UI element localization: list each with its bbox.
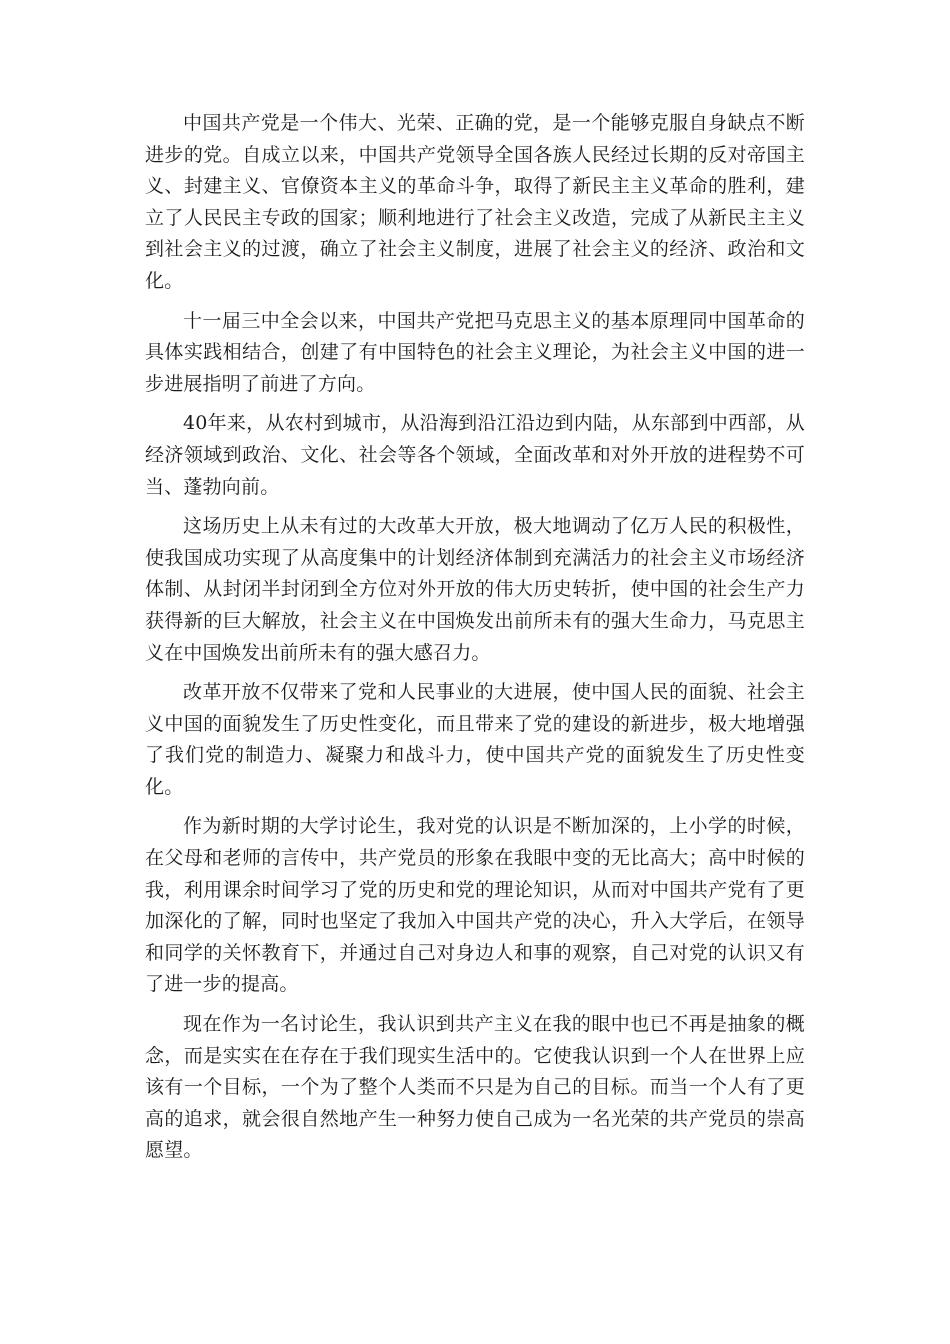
paragraph-5: 改革开放不仅带来了党和人民事业的大进展，使中国人民的面貌、社会主义中国的面貌发生了历史性变化，而且带来了党的建设的新进步，极大地增强了我们党的制造力、凝聚力和战斗力，使中国共产党的面貌发生了历史性变化。: [145, 681, 805, 798]
paragraph-7: 现在作为一名讨论生，我认识到共产主义在我的眼中也已不再是抽象的概念，而是实实在在存在于我们现实生活中的。它使我认识到一个人在世界上应该有一个目标，一个为了整个人类而不只是为自己的目标。而当一个人有了更高的追求，就会很自然地产生一种努力使自己成为一名光荣的共产党员的崇高愿望。: [145, 1013, 805, 1162]
paragraph-1: 中国共产党是一个伟大、光荣、正确的党，是一个能够克服自身缺点不断进步的党。自成立以来，中国共产党领导全国各族人民经过长期的反对帝国主义、封建主义、官僚资本主义的革命斗争，取得了新民主主义革命的胜利，建立了人民民主专政的国家；顺利地进行了社会主义改造，完成了从新民主主义到社会主义的过渡，确立了社会主义制度，进展了社会主义的经济、政治和文化。: [145, 112, 805, 292]
paragraph-3: 40年来，从农村到城市，从沿海到沿江沿边到内陆，从东部到中西部，从经济领域到政治、文化、社会等各个领域，全面改革和对外开放的进程势不可当、蓬勃向前。: [145, 412, 805, 498]
document-body: [145, 108, 805, 1175]
paragraph-4: 这场历史上从未有过的大改革大开放，极大地调动了亿万人民的积极性，使我国成功实现了从高度集中的计划经济体制到充满活力的社会主义市场经济体制、从封闭半封闭到全方位对外开放的伟大历史转折，使中国的社会生产力获得新的巨大解放，社会主义在中国焕发出前所未有的强大生命力，马克思主义在中国焕发出前所未有的强大感召力。: [145, 515, 805, 664]
paragraph-6: 作为新时期的大学讨论生，我对党的认识是不断加深的，上小学的时候，在父母和老师的言传中，共产党员的形象在我眼中变的无比高大；高中时候的我，利用课余时间学习了党的历史和党的理论知识，从而对中国共产党有了更加深化的了解，同时也坚定了我加入中国共产党的决心，升入大学后，在领导和同学的关怀教育下，并通过自己对身边人和事的观察，自己对党的认识又有了进一步的提高。: [145, 815, 805, 996]
paragraph-2: 十一届三中全会以来，中国共产党把马克思主义的基本原理同中国革命的具体实践相结合，创建了有中国特色的社会主义理论，为社会主义中国的进一步进展指明了前进了方向。: [145, 309, 805, 395]
